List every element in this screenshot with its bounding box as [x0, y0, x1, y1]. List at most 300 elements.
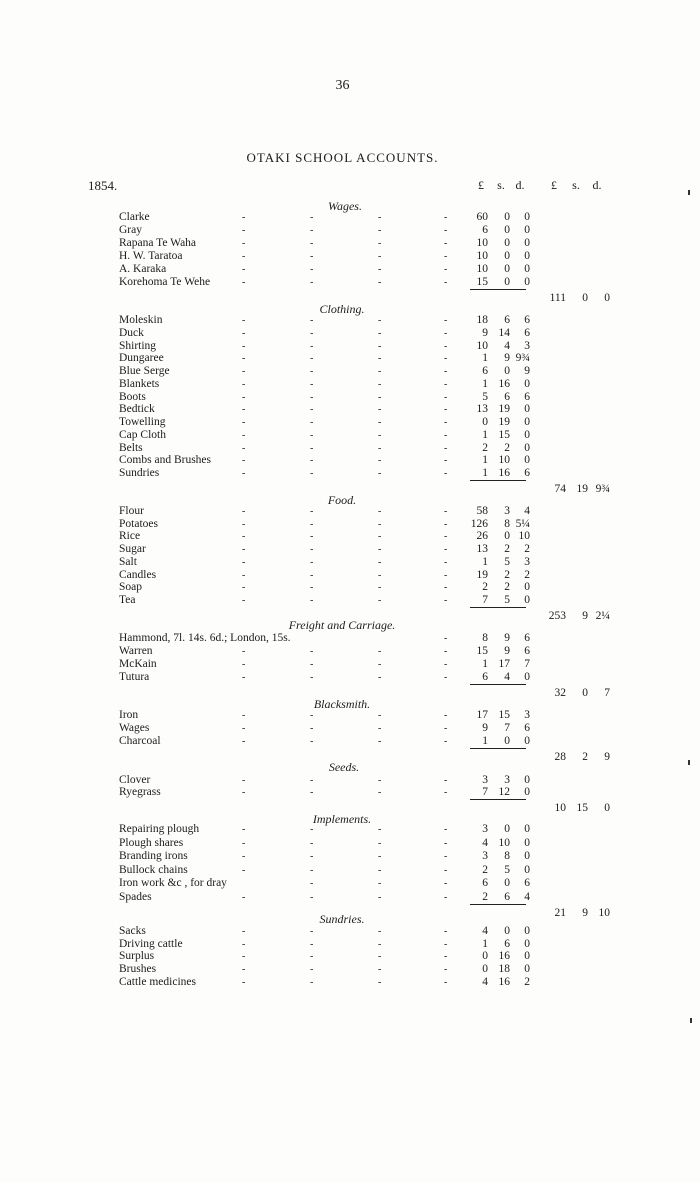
item-label: Salt	[119, 555, 137, 568]
amount-shillings: 6	[504, 891, 510, 903]
leader-dash: -	[378, 595, 382, 606]
amount-pence: 4	[524, 505, 530, 517]
table-row	[0, 671, 700, 684]
leader-dash: -	[310, 468, 314, 479]
amount-shillings: 0	[504, 237, 510, 249]
table-row	[0, 735, 700, 748]
item-label: Combs and Brushes	[119, 454, 211, 467]
leader-dash: -	[242, 531, 246, 543]
section-heading: Wages.	[328, 199, 362, 213]
leader-dash: -	[310, 569, 314, 581]
amount-pounds: 1	[482, 555, 488, 568]
total-pence: 9¾	[595, 483, 610, 495]
total-pounds: 32	[554, 687, 566, 699]
amount-pence: 3	[524, 555, 530, 568]
total-shillings: 15	[576, 802, 588, 814]
table-row	[0, 340, 700, 353]
amount-pounds: 1	[482, 352, 488, 365]
leader-dash: -	[444, 251, 448, 262]
amount-pounds: 0	[482, 950, 488, 963]
table-row	[0, 864, 700, 877]
amount-shillings: 9	[504, 352, 510, 365]
amount-pounds: 19	[476, 568, 488, 581]
amount-shillings: 10	[498, 454, 510, 467]
amount-shillings: 16	[498, 467, 510, 479]
leader-dash: -	[444, 442, 448, 454]
amount-pence: 9	[524, 365, 530, 377]
leader-dash: -	[242, 787, 246, 798]
amount-shillings: 16	[498, 377, 510, 390]
amount-shillings: 4	[504, 671, 510, 683]
table-row	[0, 416, 700, 429]
leader-dash: -	[378, 455, 382, 467]
leader-dash: -	[378, 556, 382, 568]
amount-pence: 0	[524, 850, 530, 863]
item-label: Clover	[119, 774, 151, 786]
table-row	[0, 709, 700, 722]
subtotal-rule	[470, 607, 526, 608]
leader-dash: -	[444, 787, 448, 798]
leader-dash: -	[242, 264, 246, 275]
leader-dash: -	[242, 340, 246, 352]
leader-dash: -	[310, 442, 314, 454]
leader-dash: -	[444, 976, 448, 988]
leader-dash: -	[378, 315, 382, 326]
subtotal-rule	[470, 904, 526, 905]
amount-shillings: 18	[498, 963, 510, 976]
amount-shillings: 0	[504, 263, 510, 275]
leader-dash: -	[378, 646, 382, 657]
leader-dash: -	[378, 353, 382, 365]
table-row	[0, 518, 700, 531]
leader-dash: -	[242, 366, 246, 377]
item-label: Charcoal	[119, 735, 161, 747]
leader-dash: -	[378, 736, 382, 747]
amount-pence: 0	[524, 454, 530, 467]
leader-dash: -	[378, 951, 382, 963]
table-row	[0, 722, 700, 735]
amount-pounds: 7	[482, 786, 488, 798]
leader-dash: -	[242, 442, 246, 454]
item-label: Tea	[119, 594, 136, 606]
total-pence: 9	[604, 751, 610, 763]
item-label: Belts	[119, 441, 143, 454]
table-row	[0, 454, 700, 467]
item-label: Surplus	[119, 950, 155, 963]
table-row	[0, 391, 700, 404]
amount-shillings: 16	[498, 950, 510, 963]
leader-dash: -	[242, 544, 246, 556]
leader-dash: -	[242, 864, 246, 876]
item-label: Potatoes	[119, 517, 158, 530]
leader-dash: -	[444, 837, 448, 849]
section-heading: Seeds.	[328, 760, 360, 774]
leader-dash: -	[444, 238, 448, 249]
table-row	[0, 594, 700, 607]
amount-pounds: 8	[482, 632, 488, 644]
amount-pence: 0	[524, 441, 530, 454]
leader-dash: -	[310, 787, 314, 798]
leader-dash: -	[444, 340, 448, 352]
amount-pounds: 1	[482, 467, 488, 479]
amount-pounds: 6	[482, 224, 488, 236]
amount-shillings: 0	[504, 530, 510, 543]
leader-dash: -	[242, 404, 246, 416]
leader-dash: -	[444, 951, 448, 963]
leader-dash: -	[444, 544, 448, 556]
leader-dash: -	[310, 582, 314, 594]
amount-pounds: 1	[482, 658, 488, 670]
leader-dash: -	[310, 238, 314, 249]
item-label: Korehoma Te Wehe	[119, 276, 211, 288]
leader-dash: -	[242, 851, 246, 863]
table-row	[0, 950, 700, 963]
leader-dash: -	[310, 938, 314, 950]
table-row	[0, 581, 700, 594]
amount-pence: 0	[524, 823, 530, 835]
item-label: Soap	[119, 581, 142, 594]
table-row	[0, 505, 700, 518]
amount-shillings: 2	[504, 441, 510, 454]
amount-shillings: 12	[498, 786, 510, 798]
amount-shillings: 0	[504, 365, 510, 377]
item-label: Wages	[119, 722, 150, 734]
leader-dash: -	[444, 531, 448, 543]
leader-dash: -	[310, 315, 314, 326]
amount-pounds: 3	[482, 850, 488, 863]
total-shillings: 19	[576, 483, 588, 495]
section-heading: Clothing.	[319, 302, 365, 316]
leader-dash: -	[378, 378, 382, 390]
amount-pence: 0	[524, 925, 530, 937]
item-label: Bedtick	[119, 403, 155, 416]
leader-dash: -	[378, 544, 382, 556]
section-heading: Freight and Carriage.	[288, 618, 396, 632]
header-pence-2: d.	[592, 178, 602, 192]
amount-pence: 6	[524, 390, 530, 403]
leader-dash: -	[378, 442, 382, 454]
table-row	[0, 352, 700, 365]
section-heading: Sundries.	[319, 912, 365, 926]
amount-shillings: 0	[504, 250, 510, 262]
leader-dash: -	[444, 964, 448, 976]
leader-dash: -	[242, 659, 246, 670]
amount-shillings: 2	[504, 568, 510, 581]
subtotal-rule	[470, 748, 526, 749]
amount-pence: 2	[524, 543, 530, 556]
leader-dash: -	[378, 417, 382, 428]
amount-pence: 10	[518, 530, 530, 543]
leader-dash: -	[310, 723, 314, 734]
leader-dash: -	[242, 327, 246, 339]
leader-dash: -	[378, 391, 382, 403]
item-label: Flour	[119, 505, 144, 517]
table-row	[0, 645, 700, 658]
leader-dash: -	[444, 824, 448, 835]
total-pounds: 74	[554, 483, 566, 495]
total-shillings: 0	[582, 292, 588, 304]
amount-shillings: 19	[498, 416, 510, 428]
item-label: Driving cattle	[119, 937, 183, 950]
leader-dash: -	[310, 455, 314, 467]
leader-dash: -	[310, 378, 314, 390]
leader-dash: -	[444, 723, 448, 734]
leader-dash: -	[242, 951, 246, 963]
item-label: H. W. Taratoa	[119, 250, 183, 262]
table-row	[0, 263, 700, 276]
amount-pence: 6	[524, 467, 530, 479]
amount-pounds: 9	[482, 722, 488, 734]
leader-dash: -	[310, 710, 314, 721]
leader-dash: -	[444, 736, 448, 747]
amount-shillings: 10	[498, 836, 510, 849]
section-heading: Food.	[327, 493, 357, 507]
leader-dash: -	[378, 864, 382, 876]
table-row	[0, 786, 700, 799]
leader-dash: -	[310, 531, 314, 543]
amount-shillings: 7	[504, 722, 510, 734]
amount-pence: 0	[524, 581, 530, 594]
amount-pence: 6	[524, 314, 530, 326]
amount-pounds: 58	[476, 505, 488, 517]
table-row	[0, 327, 700, 340]
leader-dash: -	[310, 506, 314, 517]
leader-dash: -	[444, 938, 448, 950]
leader-dash: -	[378, 710, 382, 721]
table-row	[0, 556, 700, 569]
amount-pounds: 4	[482, 925, 488, 937]
amount-pounds: 1	[482, 735, 488, 747]
amount-pounds: 5	[482, 390, 488, 403]
leader-dash: -	[242, 238, 246, 249]
amount-shillings: 15	[498, 428, 510, 441]
leader-dash: -	[444, 569, 448, 581]
table-row	[0, 403, 700, 416]
amount-pounds: 15	[476, 276, 488, 288]
amount-pence: 0	[524, 786, 530, 798]
amount-pounds: 15	[476, 645, 488, 657]
leader-dash: -	[310, 212, 314, 223]
amount-pence: 0	[524, 963, 530, 976]
item-label: Ryegrass	[119, 786, 161, 798]
amount-pence: 6	[524, 632, 530, 644]
item-label: Candles	[119, 568, 157, 581]
leader-dash: -	[444, 455, 448, 467]
total-pounds: 111	[549, 292, 566, 304]
leader-dash: -	[310, 672, 314, 683]
amount-pounds: 1	[482, 937, 488, 950]
amount-pence: 4	[524, 891, 530, 903]
amount-shillings: 6	[504, 937, 510, 950]
leader-dash: -	[378, 251, 382, 262]
leader-dash: -	[378, 327, 382, 339]
scan-mark	[688, 760, 690, 765]
leader-dash: -	[310, 659, 314, 670]
section-heading: Blacksmith.	[313, 697, 371, 711]
amount-pence: 0	[524, 671, 530, 683]
table-row	[0, 224, 700, 237]
amount-pence: 0	[524, 937, 530, 950]
total-pence: 7	[604, 687, 610, 699]
leader-dash: -	[242, 506, 246, 517]
amount-pounds: 126	[470, 517, 488, 530]
item-label: Rapana Te Waha	[119, 237, 197, 249]
leader-dash: -	[378, 964, 382, 976]
leader-dash: -	[444, 429, 448, 441]
total-shillings: 0	[582, 687, 588, 699]
leader-dash: -	[444, 212, 448, 223]
table-row	[0, 276, 700, 289]
leader-dash: -	[378, 506, 382, 517]
leader-dash: -	[310, 353, 314, 365]
amount-pence: 6	[524, 645, 530, 657]
total-pence: 2¼	[595, 610, 610, 622]
item-label: Sacks	[119, 925, 146, 937]
leader-dash: -	[310, 775, 314, 786]
amount-shillings: 5	[504, 594, 510, 606]
leader-dash: -	[242, 976, 246, 988]
item-label: Blue Serge	[119, 365, 170, 377]
amount-pounds: 10	[476, 339, 488, 352]
item-label: Iron	[119, 709, 139, 721]
amount-shillings: 9	[504, 632, 510, 644]
amount-shillings: 6	[504, 390, 510, 403]
leader-dash: -	[444, 225, 448, 236]
amount-pence: 0	[524, 594, 530, 606]
subtotal-rule	[470, 684, 526, 685]
amount-shillings: 9	[504, 645, 510, 657]
table-row	[0, 976, 700, 989]
leader-dash: -	[310, 595, 314, 606]
leader-dash: -	[310, 518, 314, 530]
leader-dash: -	[310, 417, 314, 428]
table-row	[0, 938, 700, 951]
amount-pence: 0	[524, 224, 530, 236]
item-label: Brushes	[119, 963, 157, 976]
table-row	[0, 429, 700, 442]
leader-dash: -	[310, 556, 314, 568]
total-shillings: 9	[582, 610, 588, 622]
amount-shillings: 2	[504, 581, 510, 594]
table-row	[0, 365, 700, 378]
leader-dash: -	[378, 787, 382, 798]
amount-shillings: 14	[498, 326, 510, 339]
amount-pounds: 17	[476, 709, 488, 721]
leader-dash: -	[378, 340, 382, 352]
header-pounds-2: £	[551, 178, 557, 192]
amount-pence: 0	[524, 428, 530, 441]
item-label: Hammond, 7l. 14s. 6d.; London, 15s.	[119, 632, 291, 644]
leader-dash: -	[242, 391, 246, 403]
leader-dash: -	[444, 315, 448, 326]
leader-dash: -	[242, 556, 246, 568]
leader-dash: -	[310, 277, 314, 288]
amount-shillings: 5	[504, 863, 510, 876]
leader-dash: -	[444, 518, 448, 530]
leader-dash: -	[242, 468, 246, 479]
leader-dash: -	[444, 327, 448, 339]
table-row	[0, 237, 700, 250]
leader-dash: -	[242, 429, 246, 441]
leader-dash: -	[310, 878, 314, 890]
table-row	[0, 823, 700, 836]
leader-dash: -	[378, 225, 382, 236]
table-row	[0, 543, 700, 556]
leader-dash: -	[378, 892, 382, 903]
amount-pence: 0	[524, 416, 530, 428]
leader-dash: -	[242, 455, 246, 467]
leader-dash: -	[310, 851, 314, 863]
amount-pounds: 4	[482, 975, 488, 988]
table-row	[0, 569, 700, 582]
leader-dash: -	[310, 327, 314, 339]
amount-pence: 0	[524, 836, 530, 849]
leader-dash: -	[310, 964, 314, 976]
amount-pence: 5¼	[515, 517, 530, 530]
leader-dash: -	[242, 723, 246, 734]
table-row	[0, 925, 700, 938]
item-label: Boots	[119, 390, 146, 403]
amount-pounds: 2	[482, 891, 488, 903]
leader-dash: -	[378, 837, 382, 849]
leader-dash: -	[242, 417, 246, 428]
amount-pence: 7	[524, 658, 530, 670]
header-shillings-1: s.	[497, 178, 505, 192]
leader-dash: -	[242, 646, 246, 657]
item-label: Spades	[119, 891, 152, 903]
table-row	[0, 314, 700, 327]
leader-dash: -	[310, 926, 314, 937]
amount-pounds: 2	[482, 441, 488, 454]
leader-dash: -	[378, 659, 382, 670]
leader-dash: -	[310, 429, 314, 441]
item-label: Branding irons	[119, 850, 188, 863]
leader-dash: -	[378, 851, 382, 863]
leader-dash: -	[242, 837, 246, 849]
leader-dash: -	[444, 404, 448, 416]
leader-dash: -	[444, 775, 448, 786]
amount-pence: 0	[524, 863, 530, 876]
amount-shillings: 8	[504, 517, 510, 530]
leader-dash: -	[444, 672, 448, 683]
amount-pounds: 3	[482, 823, 488, 835]
leader-dash: -	[378, 582, 382, 594]
amount-pounds: 1	[482, 454, 488, 467]
table-row	[0, 211, 700, 224]
leader-dash: -	[378, 238, 382, 249]
header-pounds-1: £	[478, 178, 484, 192]
leader-dash: -	[310, 951, 314, 963]
amount-shillings: 5	[504, 555, 510, 568]
item-label: Rice	[119, 530, 141, 543]
leader-dash: -	[378, 429, 382, 441]
leader-dash: -	[444, 864, 448, 876]
amount-pence: 0	[524, 377, 530, 390]
amount-pence: 0	[524, 211, 530, 223]
amount-pounds: 7	[482, 594, 488, 606]
total-shillings: 9	[582, 907, 588, 919]
header-pence-1: d.	[515, 178, 525, 192]
table-row	[0, 530, 700, 543]
scan-mark	[690, 1018, 692, 1023]
leader-dash: -	[242, 964, 246, 976]
year-label: 1854.	[88, 178, 118, 193]
item-label: Cattle medicines	[119, 975, 196, 988]
amount-pounds: 60	[476, 211, 488, 223]
amount-pence: 0	[524, 263, 530, 275]
amount-pence: 9¾	[515, 352, 530, 365]
leader-dash: -	[310, 646, 314, 657]
